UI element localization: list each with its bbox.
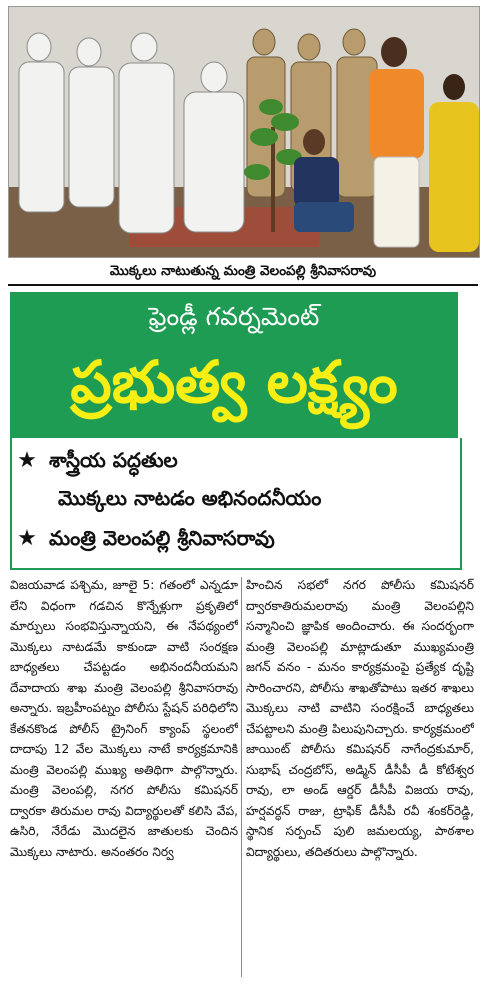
headline-title: ప్రభుత్వ లక్ష్యం [70, 348, 398, 416]
subheading-text: మంత్రి వెలంపల్లి శ్రీనివాసరావు [48, 526, 275, 550]
column-divider [241, 577, 242, 977]
article-paragraph: హించిన సభలో నగర పోలీసు కమిషనర్ ద్వారకాతిరుమలరావు మంత్రి వెలంపల్లిని సన్మానించి జ్ఞాపిక అందించారు. ఈ సందర్భంగా మంత్రి వెలంపల్లి మాట్లాడుతూ ముఖ్యమంత్రి జగన్ వనం - మనం కార్యక్రమంపై ప్రత్యేక దృష్టి సారించారని, పోలీసు శాఖతోపాటు ఇతర శాఖలు మొక్కలు నాటి వాటిని సంరక్షించే బాధ్యతలు చేపట్టాలని మంత్రి పిలుపునిచ్చారు. కార్యక్రమంలో జాయింట్ పోలీసు కమిషనర్ నాగేంద్రకుమార్, సుభాష్ చంద్రబోస్, అడ్మిన్ డీసీపీ డీ కోటేశ్వర రావు, లా అండ్ ఆర్డర్ డీసీపీ విజయ రావు, హర్షవర్ధన్ రాజు, ట్రాఫిక్ డీసీపీ రవీ శంకర్‌రెడ్డి, స్థానిక సర్పంచ్ పులి జమలయ్య, పాఠశాల విద్యార్థులు, తదితరులు పాల్గొన్నారు. [246, 578, 474, 859]
photo-illustration [9, 7, 479, 257]
article-column-left [10, 575, 238, 980]
star-icon: ★ [17, 448, 37, 473]
headline-box [10, 292, 458, 438]
headline-kicker: ఫ్రెండ్లీ గవర్నమెంట్ [148, 302, 320, 331]
photo-caption: మొక్కలు నాటుతున్న మంత్రి వెలంపల్లి శ్రీనివాసరావు [8, 258, 478, 286]
subheadings [10, 438, 462, 570]
article-column-right [246, 575, 474, 980]
star-icon: ★ [17, 526, 37, 551]
subheading-line [12, 448, 460, 477]
subheading-text: మొక్కలు నాటడం అభినందనీయం [58, 486, 322, 510]
subheading-text: శాస్త్రీయ పద్ధతుల [48, 448, 178, 472]
article-paragraph: విజయవాడ పశ్చిమ, జూలై 5: గతంలో ఎన్నడూ లేని విధంగా గడచిన కొన్నేళ్లుగా ప్రకృతిలో మార్పులు సంభవిస్తున్నాయని, ఈ నేపథ్యంలో మొక్కలు నాటడమే కాకుండా వాటి సంరక్షణ బాధ్యతలు చేపట్టడం అభినందనీయమని దేవాదాయ శాఖ మంత్రి వెలంపల్లి శ్రీనివాసరావు అన్నారు. ఇబ్రహీంపట్నం పోలీసు స్టేషన్ పరిధిలోని కేతనకొండ పోలీస్ ట్రైనింగ్ క్యాంప్ స్థలంలో దాదాపు 12 వేల మొక్కలు నాటే కార్యక్రమానికి మంత్రి వెలంపల్లి ముఖ్య అతిథిగా పాల్గొన్నారు. మంత్రి వెలంపల్లి, నగర పోలీసు కమిషనర్ ద్వారకా తిరుమల రావు విద్యార్థులతో కలిసి వేప, ఉసిరి, నేరేడు మొదలైన జాతులకు చెందిన మొక్కలు నాటారు. అనంతరం నిర్వ [10, 578, 238, 859]
subheading-line [12, 486, 460, 515]
news-photo [8, 6, 480, 258]
subheading-line [12, 526, 460, 555]
article-body [10, 575, 476, 980]
